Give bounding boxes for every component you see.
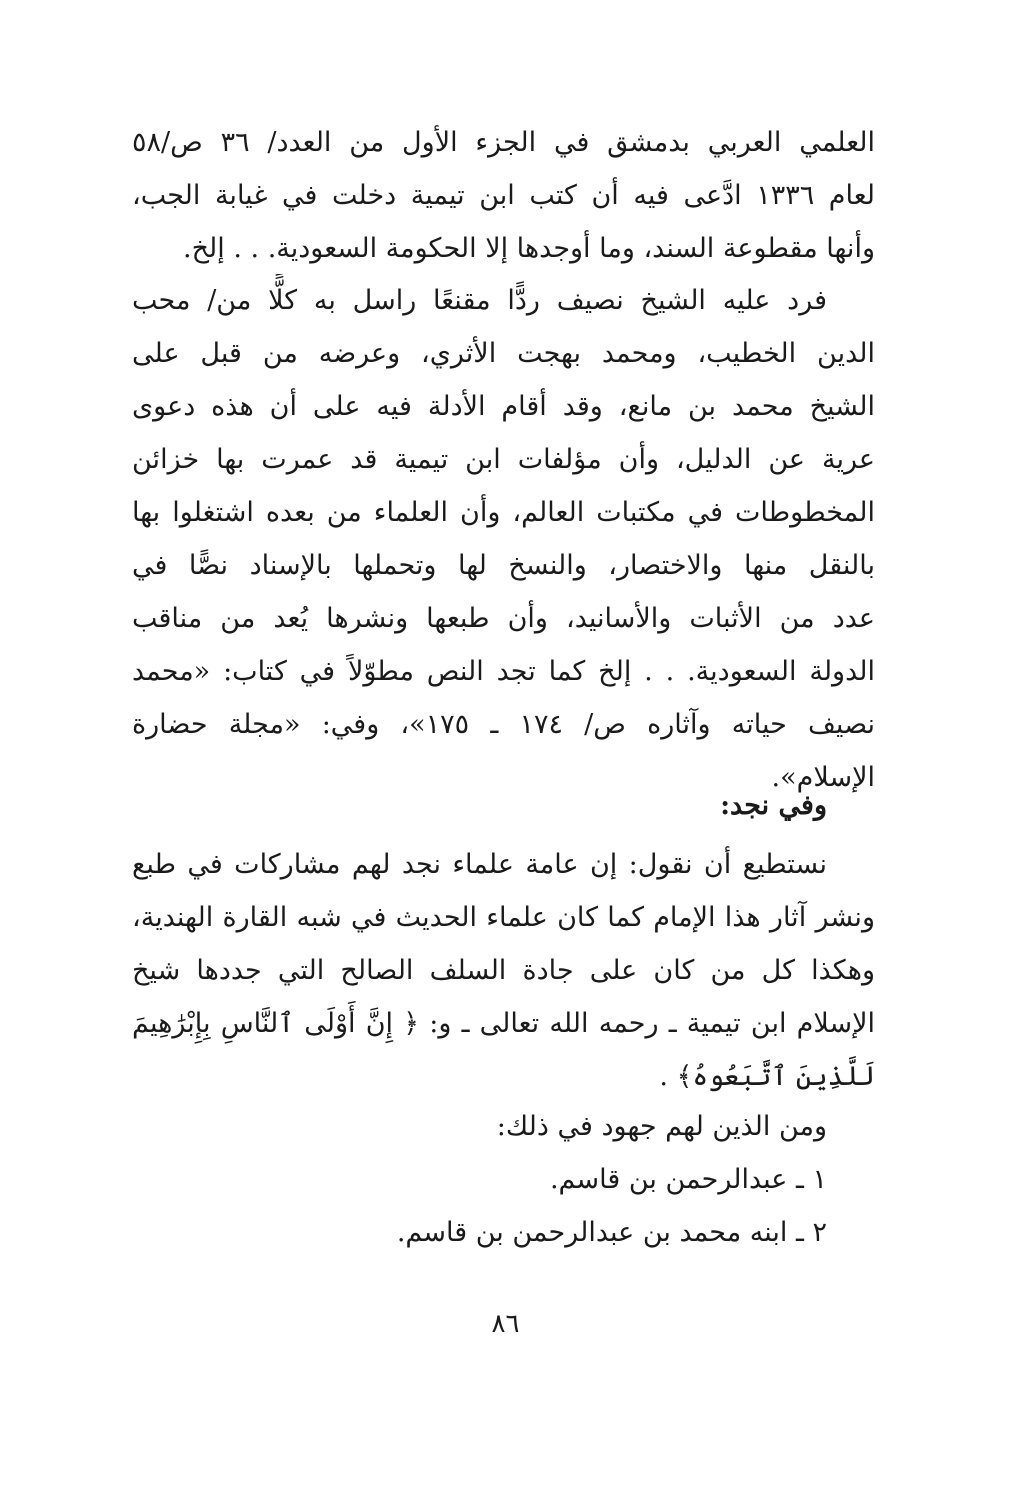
text-line: لعام ١٣٣٦ ادَّعى فيه أن كتب ابن تيمية دخلت في غيابة الجب، <box>132 180 875 211</box>
text-line: فرد عليه الشيخ نصيف ردًّا مقنعًا راسل به كلًّا من/ محب <box>132 285 827 316</box>
text-line: نستطيع أن نقول: إن عامة علماء نجد لهم مشاركات في طبع <box>132 849 827 880</box>
text-line: الشيخ محمد بن مانع، وقد أقام الأدلة فيه على أن هذه دعوى <box>132 391 875 422</box>
text-line: عدد من الأثبات والأسانيد، وأن طبعها ونشرها يُعد من مناقب <box>132 603 875 634</box>
text-line: العلمي العربي بدمشق في الجزء الأول من العدد/ ٣٦ ص/٥٨ <box>132 127 875 158</box>
list-item: ٢ ـ ابنه محمد بن عبدالرحمن بن قاسم. <box>396 1217 827 1248</box>
text-line: بالنقل منها والاختصار، والنسخ لها وتحملها بالإسناد نصًّا في <box>132 550 875 581</box>
list-intro: ومن الذين لهم جهود في ذلك: <box>496 1111 827 1142</box>
section-heading: وفي نجد: <box>720 790 827 821</box>
text-line-with-verse: الإسلام ابن تيمية ـ رحمه الله تعالى ـ و: ﴿ إِنَّ أَوْلَى ٱلنَّاسِ بِإِبْرَٰهِيمَ <box>132 1008 875 1039</box>
section-heading-block <box>132 779 875 832</box>
paragraph-4 <box>132 1100 875 1259</box>
verse-line: لَلَّذِينَ ٱتَّبَعُوهُ﴾ . <box>659 1061 875 1092</box>
page-number: ٨٦ <box>491 1309 520 1339</box>
list-item: ١ ـ عبدالرحمن بن قاسم. <box>549 1164 827 1195</box>
text-line: وهكذا كل من كان على جادة السلف الصالح التي جددها شيخ <box>132 955 875 986</box>
text-line: نصيف حياته وآثاره ص/ ١٧٤ ـ ١٧٥»، وفي: «مجلة حضارة <box>132 709 875 740</box>
text-line: الدين الخطيب، ومحمد بهجت الأثري، وعرضه من قبل على <box>132 338 875 369</box>
text-line: الإسلام». <box>771 762 875 793</box>
paragraph-3 <box>132 838 875 1103</box>
text-line: وأنها مقطوعة السند، وما أوجدها إلا الحكومة السعودية. . . إلخ. <box>183 233 875 264</box>
text-line: عرية عن الدليل، وأن مؤلفات ابن تيمية قد عمرت بها خزائن <box>132 444 875 475</box>
text-line: ونشر آثار هذا الإمام كما كان علماء الحديث في شبه القارة الهندية، <box>132 902 875 933</box>
paragraph-2 <box>132 274 875 804</box>
text-line: المخطوطات في مكتبات العالم، وأن العلماء من بعده اشتغلوا بها <box>132 497 875 528</box>
text-line: الدولة السعودية. . . إلخ كما تجد النص مطوّلاً في كتاب: «محمد <box>132 656 875 687</box>
paragraph-1 <box>132 116 875 275</box>
